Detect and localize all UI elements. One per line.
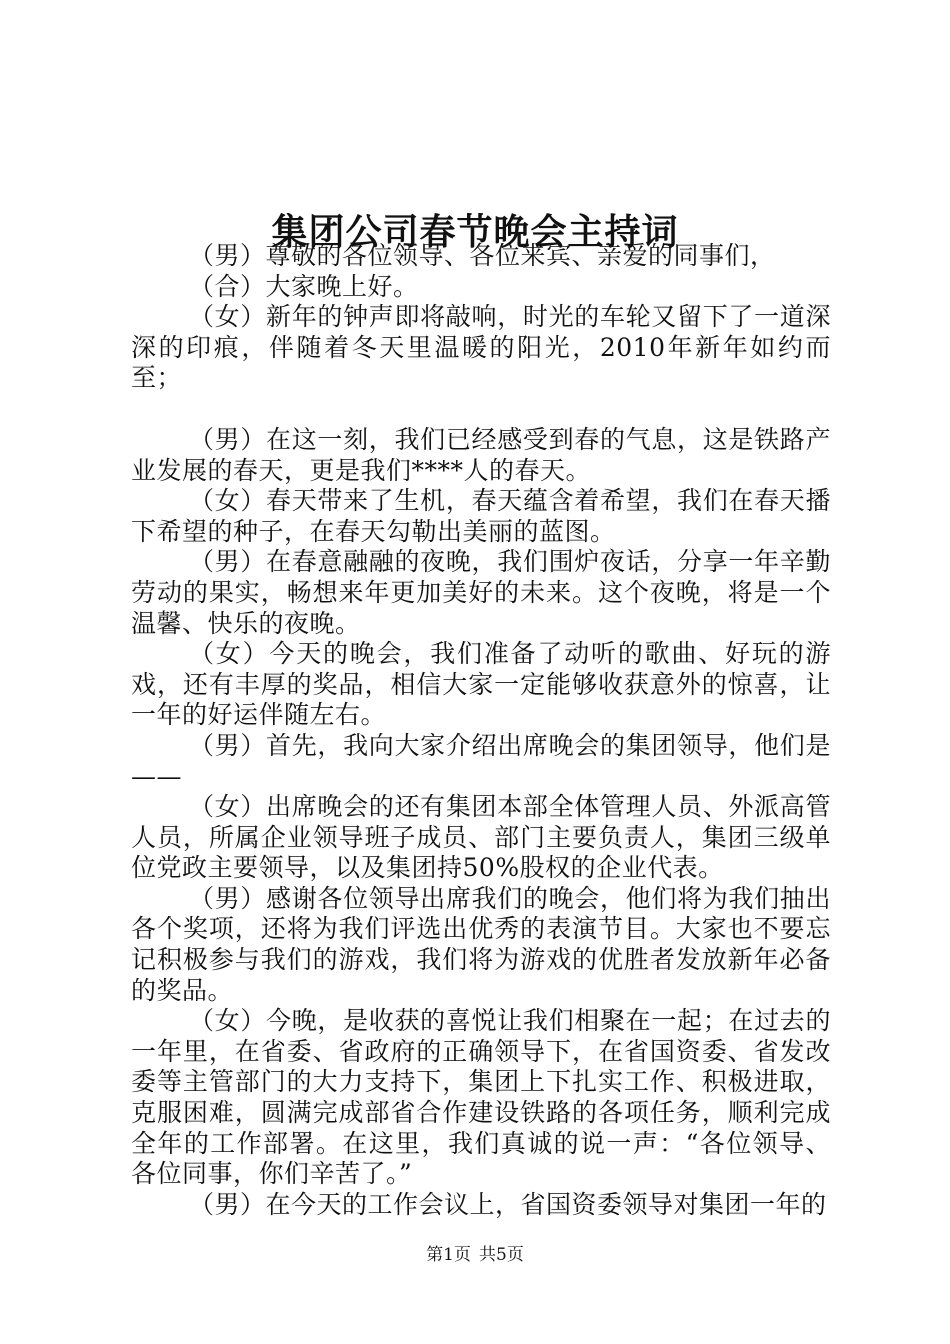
page-footer xyxy=(0,1244,950,1266)
paragraph: （女）出席晚会的还有集团本部全体管理人员、外派高管人员，所属企业领导班子成员、部门主要负责人，集团三级单位党政主要领导，以及集团持50%股权的企业代表。 xyxy=(131,792,831,883)
paragraph: （男）首先，我向大家介绍出席晚会的集团领导，他们是—— xyxy=(131,730,831,791)
document-body xyxy=(131,241,831,1220)
paragraph: （男）在春意融融的夜晚，我们围炉夜话，分享一年辛勤劳动的果实，畅想来年更加美好的未来。这个夜晚，将是一个温馨、快乐的夜晚。 xyxy=(131,547,831,638)
paragraph: （男）感谢各位领导出席我们的晚会，他们将为我们抽出各个奖项，还将为我们评选出优秀的表演节目。大家也不要忘记积极参与我们的游戏，我们将为游戏的优胜者发放新年必备的奖品。 xyxy=(131,883,831,1005)
paragraph: （女）春天带来了生机，春天蕴含着希望，我们在春天播下希望的种子，在春天勾勒出美丽的蓝图。 xyxy=(131,486,831,546)
paragraph: （女）今天的晚会，我们准备了动听的歌曲、好玩的游戏，还有丰厚的奖品，相信大家一定能够收获意外的惊喜，让一年的好运伴随左右。 xyxy=(131,639,831,730)
page-number: 第1页 xyxy=(426,1245,471,1265)
paragraph-spacer xyxy=(131,394,831,425)
page-total: 共5页 xyxy=(479,1245,524,1265)
paragraph: （男）在今天的工作会议上，省国资委领导对集团一年的 xyxy=(189,1189,827,1219)
paragraph: （合）大家晚上好。 xyxy=(189,271,419,301)
paragraph: （女）新年的钟声即将敲响，时光的车轮又留下了一道深深的印痕，伴随着冬天里温暖的阳光，2010年新年如约而至； xyxy=(131,302,831,393)
paragraph: （男）尊敬的各位领导、各位来宾、亲爱的同事们， xyxy=(189,241,776,270)
paragraph: （女）今晚，是收获的喜悦让我们相聚在一起；在过去的一年里，在省委、省政府的正确领导下，在省国资委、省发改委等主管部门的大力支持下，集团上下扎实工作、积极进取，克服困难，圆满完成部省合作建设铁路的各项任务，顺利完成全年的工作部署。在这里，我们真诚的说一声：“各位领导、各位同事，你们辛苦了。” xyxy=(131,1006,831,1189)
paragraph: （男）在这一刻，我们已经感受到春的气息，这是铁路产业发展的春天，更是我们****人的春天。 xyxy=(131,424,831,485)
document-title: 集团公司春节晚会主持词 xyxy=(271,211,679,254)
